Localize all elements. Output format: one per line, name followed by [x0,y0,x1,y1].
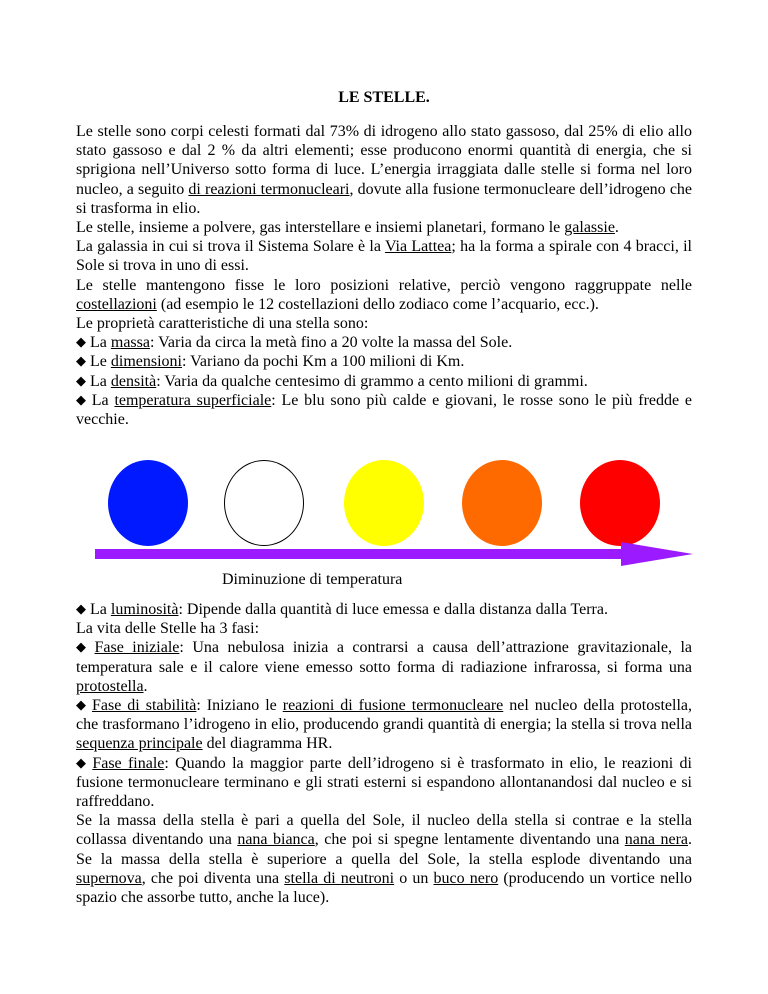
stellar-end-paragraph [76,811,692,907]
text-segment: La [90,334,111,352]
blue-star-circle [108,460,188,546]
constellations-paragraph [76,276,692,314]
underlined-term: reazioni di fusione termonucleare [282,697,504,715]
underlined-term: massa [110,334,150,352]
text-segment: . [143,677,148,695]
text-segment: Se la massa della stella è pari a quella del Sole, il nucleo della stella si contrae e la stella collassa diventando una [76,812,692,849]
diamond-icon: ◆ [76,754,89,770]
phase-initial [76,638,692,696]
text-segment: Le [90,353,111,371]
underlined-term: Via Lattea [384,238,452,256]
property-item-luminosity [76,600,692,619]
underlined-term: costellazioni [76,295,157,313]
underlined-term: densità [110,372,157,390]
underlined-term: sequenza principale [76,735,203,753]
property-item-size [76,352,692,371]
page-title: LE STELLE. [338,89,430,106]
text-segment: (producendo un vortice nello spazio che assorbe tutto, anche la luce). [76,869,693,907]
diamond-icon: ◆ [76,697,88,713]
diamond-icon: ◆ [76,334,86,350]
underlined-term: nana bianca [237,831,315,849]
intro-paragraph [76,122,692,218]
text-segment: : Dipende dalla quantità di luce emessa e dalla distanza dalla Terra. [178,601,608,618]
underlined-term: luminosità [110,601,179,618]
diamond-icon: ◆ [76,353,86,369]
phase-final [76,754,692,812]
diamond-icon: ◆ [76,372,86,388]
intro-section [76,122,692,429]
phase-stability [76,696,692,754]
phases-intro: La vita delle Stelle ha 3 fasi: [76,620,260,638]
text-segment: La [91,391,115,409]
text-segment: : Le blu sono più calde e giovani, le rosse sono le più fredde e vecchie. [76,391,693,429]
underlined-term: buco nero [433,869,499,887]
underlined-term: stella di neutroni [284,869,395,887]
property-item-density [76,372,692,391]
properties-intro: Le proprietà caratteristiche di una stella sono: [76,315,369,333]
text-segment: , dovute alla fusione termonucleare dell’idrogeno che si trasforma in elio. [76,180,693,217]
diamond-icon: ◆ [76,601,86,616]
text-segment: nel nucleo della protostella, che trasformano l’idrogeno in elio, producendo grandi quantità di energia; la stella si trova nella [76,697,692,734]
text-segment: , che poi si spegne lentamente diventando una [314,831,625,849]
underlined-term: Fase di stabilità [91,697,197,715]
text-segment: . Se la massa della stella è superiore a quella del Sole, la stella esplode diventando una [76,831,693,868]
text-segment: : Quando la maggior parte dell’idrogeno si è trasformato in elio, le reazioni di fusione termonucleare terminano e gli strati esterni si espandono allontanandosi dal nucleo e si raffreddano. [76,754,693,811]
text-segment: ; ha la forma a spirale con 4 bracci, il Sole si trova in uno di essi. [76,238,692,275]
underlined-term: dimensioni [110,353,182,371]
property-item-mass [76,333,692,352]
text-segment: Le stelle mantengono fisse le loro posizioni relative, perciò vengono raggruppate nelle [76,276,692,294]
milky-way-paragraph [76,237,692,275]
text-segment: : Una nebulosa inizia a contrarsi a causa dell’attrazione gravitazionale, la temperatura sale e il calore viene emesso sotto forma di radiazione infrarossa, si forma una [76,639,693,676]
diamond-icon: ◆ [76,639,91,655]
orange-star-circle [462,460,542,546]
temperature-arrow [95,542,693,566]
text-segment: : Varia da qualche centesimo di grammo a cento milioni di grammi. [156,372,588,390]
underlined-term: supernova [76,869,142,887]
underlined-term: protostella [76,677,144,695]
text-segment: Le stelle, insieme a polvere, gas interstellare e insiemi planetari, formano le [76,219,565,237]
text-segment: La [90,601,111,618]
property-item-temperature [76,391,692,429]
text-segment: (ad esempio le 12 costellazioni dello zodiaco come l’acquario, ecc.). [156,295,599,313]
yellow-star-circle [344,460,424,546]
lifecycle-section [76,600,692,907]
text-segment: La [90,372,111,390]
underlined-term: Fase finale [92,754,165,772]
diamond-icon: ◆ [76,391,88,407]
text-segment: : Variano da pochi Km a 100 milioni di Km. [181,353,465,371]
text-segment: del diagramma HR. [202,735,333,753]
text-segment: La galassia in cui si trova il Sistema Solare è la [76,238,385,256]
text-segment: . [614,219,619,237]
text-segment: : Iniziano le [196,697,283,715]
text-segment: , che poi diventa una [141,869,285,887]
underlined-term: temperatura superficiale [114,391,272,409]
text-segment: : Varia da circa la metà fino a 20 volte la massa del Sole. [149,334,513,352]
underlined-term: galassie [564,219,615,237]
galaxies-paragraph [76,218,692,237]
underlined-term: Fase iniziale [94,639,180,657]
underlined-term: nana nera [624,831,689,849]
red-star-circle [580,460,660,546]
underlined-term: di reazioni termonucleari [188,180,350,198]
text-segment: o un [394,869,434,887]
text-segment: Le stelle sono corpi celesti formati dal 73% di idrogeno allo stato gassoso, dal 25% di elio allo stato gassoso e dal 2 % da altri elementi; esse producono enormi quantità di energia, che si sprigiona nell’Universo sotto forma di luce. L’energia irraggiata dalle stelle si forma nel loro nucleo, a seguito [76,123,692,198]
white-star-circle [224,460,304,546]
temperature-label: Diminuzione di temperatura [222,571,403,588]
